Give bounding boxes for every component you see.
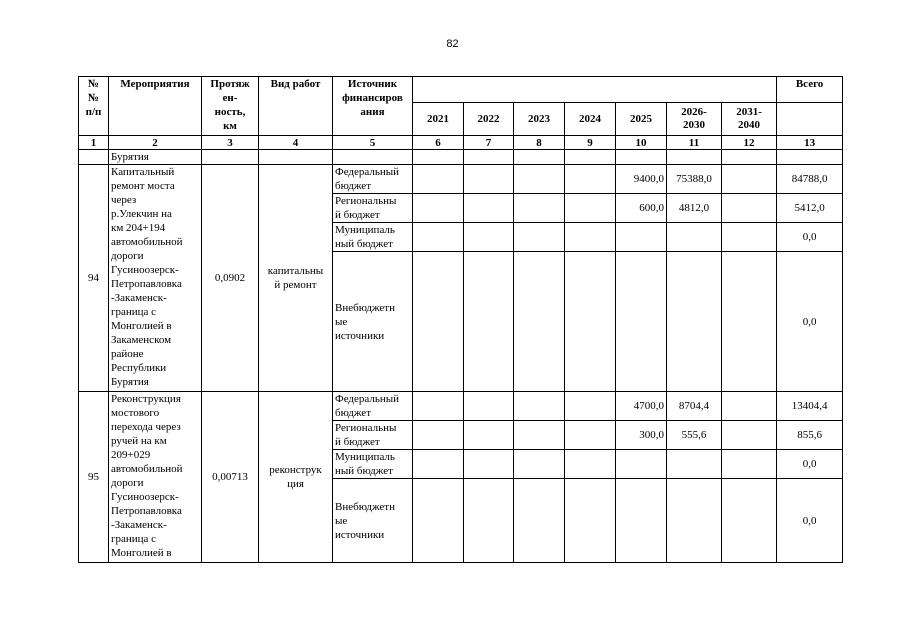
cell: [777, 150, 843, 165]
cell: [722, 150, 777, 165]
column-number-row: [79, 136, 843, 150]
cell: [565, 479, 616, 563]
cell: [413, 392, 464, 421]
header-year-2024: 2024: [565, 103, 616, 136]
column-number: 5: [333, 136, 413, 150]
cell: [464, 450, 514, 479]
value-total: 5412,0: [777, 194, 843, 223]
cell: [413, 223, 464, 252]
header-year-2025: 2025: [616, 103, 667, 136]
cell: [413, 252, 464, 392]
cell: [667, 450, 722, 479]
column-number: 11: [667, 136, 722, 150]
project-94-federal-row: [79, 165, 843, 194]
column-number: 6: [413, 136, 464, 150]
cell: [333, 150, 413, 165]
continuation-row: [79, 150, 843, 165]
cell: [464, 421, 514, 450]
value-2025: 600,0: [616, 194, 667, 223]
financing-table: [78, 76, 843, 563]
cell: [514, 223, 565, 252]
cell: [514, 252, 565, 392]
value-2025: 300,0: [616, 421, 667, 450]
cell: [464, 223, 514, 252]
header-year-2022: 2022: [464, 103, 514, 136]
cell: [464, 150, 514, 165]
value-total: 855,6: [777, 421, 843, 450]
source-extrabudget: Внебюджетн ые источники: [333, 479, 413, 563]
cell: [464, 479, 514, 563]
header-year-2023: 2023: [514, 103, 565, 136]
cell: [464, 392, 514, 421]
column-number: 8: [514, 136, 565, 150]
cell: [722, 479, 777, 563]
cell: [413, 450, 464, 479]
source-federal: Федеральный бюджет: [333, 392, 413, 421]
value-2025: 9400,0: [616, 165, 667, 194]
column-number: 13: [777, 136, 843, 150]
cell: [413, 165, 464, 194]
project-length: 0,00713: [202, 392, 259, 563]
cell: [565, 223, 616, 252]
header-row: [79, 77, 843, 103]
cell: [667, 150, 722, 165]
header-total-blank: [777, 103, 843, 136]
cell: [616, 150, 667, 165]
project-number: 95: [79, 392, 109, 563]
column-number: 10: [616, 136, 667, 150]
cell: [565, 450, 616, 479]
column-number: 2: [109, 136, 202, 150]
cell: [514, 450, 565, 479]
project-work-type: реконструк ция: [259, 392, 333, 563]
value-2026-2030: 75388,0: [667, 165, 722, 194]
cell: [616, 450, 667, 479]
header-year-2026-2030: 2026- 2030: [667, 103, 722, 136]
value-total: 0,0: [777, 450, 843, 479]
source-municipal: Муниципаль ный бюджет: [333, 223, 413, 252]
cell: [565, 165, 616, 194]
header-number: № № п/п: [79, 77, 109, 136]
cell: [565, 392, 616, 421]
value-total: 0,0: [777, 252, 843, 392]
project-length: 0,0902: [202, 165, 259, 392]
cell: [514, 194, 565, 223]
source-regional: Региональны й бюджет: [333, 421, 413, 450]
cell: [722, 392, 777, 421]
page-number: 82: [446, 38, 459, 50]
value-total: 0,0: [777, 223, 843, 252]
column-number: 1: [79, 136, 109, 150]
cell: [722, 194, 777, 223]
value-total: 13404,4: [777, 392, 843, 421]
cell: [259, 150, 333, 165]
value-2026-2030: 555,6: [667, 421, 722, 450]
cell: [722, 252, 777, 392]
cell: [565, 150, 616, 165]
cell: [616, 223, 667, 252]
cell: [722, 165, 777, 194]
source-regional: Региональны й бюджет: [333, 194, 413, 223]
cell: [616, 479, 667, 563]
value-2026-2030: 8704,4: [667, 392, 722, 421]
cell: [514, 392, 565, 421]
project-name: Реконструкция мостового перехода через ручей на км 209+029 автомобильной дороги Гусиноозерск- Петропавловка -Закаменск- граница с Монголией в: [109, 392, 202, 563]
column-number: 7: [464, 136, 514, 150]
cell: [722, 421, 777, 450]
cell: [565, 421, 616, 450]
header-length: Протяж ен- ность, км: [202, 77, 259, 136]
header-event: Мероприятия: [109, 77, 202, 136]
cell: [565, 194, 616, 223]
cell: [514, 165, 565, 194]
source-federal: Федеральный бюджет: [333, 165, 413, 194]
cell: [722, 223, 777, 252]
project-name: Капитальный ремонт моста через р.Улекчин на км 204+194 автомобильной дороги Гусиноозерск- Петропавловка -Закаменск- граница с Монголией в Закаменском районе Республики Бурятия: [109, 165, 202, 392]
cell: [464, 194, 514, 223]
project-95-federal-row: [79, 392, 843, 421]
cell: [79, 150, 109, 165]
cell: [565, 252, 616, 392]
source-municipal: Муниципаль ный бюджет: [333, 450, 413, 479]
column-number: 3: [202, 136, 259, 150]
value-total: 0,0: [777, 479, 843, 563]
cell: [667, 223, 722, 252]
cell: [413, 479, 464, 563]
header-total: Всего: [777, 77, 843, 103]
value-2026-2030: 4812,0: [667, 194, 722, 223]
cell: [514, 421, 565, 450]
project-number: 94: [79, 165, 109, 392]
cell: [413, 421, 464, 450]
header-year-2021: 2021: [413, 103, 464, 136]
header-years-span: [413, 77, 777, 103]
cell: [464, 252, 514, 392]
header-work-type: Вид работ: [259, 77, 333, 136]
header-source: Источник финансиров ания: [333, 77, 413, 136]
cell: [413, 150, 464, 165]
source-extrabudget: Внебюджетн ые источники: [333, 252, 413, 392]
cell: [667, 252, 722, 392]
cell: [514, 150, 565, 165]
cell: [413, 194, 464, 223]
cell: [722, 450, 777, 479]
cell: [514, 479, 565, 563]
continuation-text: Бурятия: [109, 150, 202, 165]
project-work-type: капитальны й ремонт: [259, 165, 333, 392]
value-total: 84788,0: [777, 165, 843, 194]
cell: [616, 252, 667, 392]
header-year-2031-2040: 2031- 2040: [722, 103, 777, 136]
value-2025: 4700,0: [616, 392, 667, 421]
column-number: 4: [259, 136, 333, 150]
column-number: 9: [565, 136, 616, 150]
cell: [464, 165, 514, 194]
cell: [667, 479, 722, 563]
column-number: 12: [722, 136, 777, 150]
cell: [202, 150, 259, 165]
